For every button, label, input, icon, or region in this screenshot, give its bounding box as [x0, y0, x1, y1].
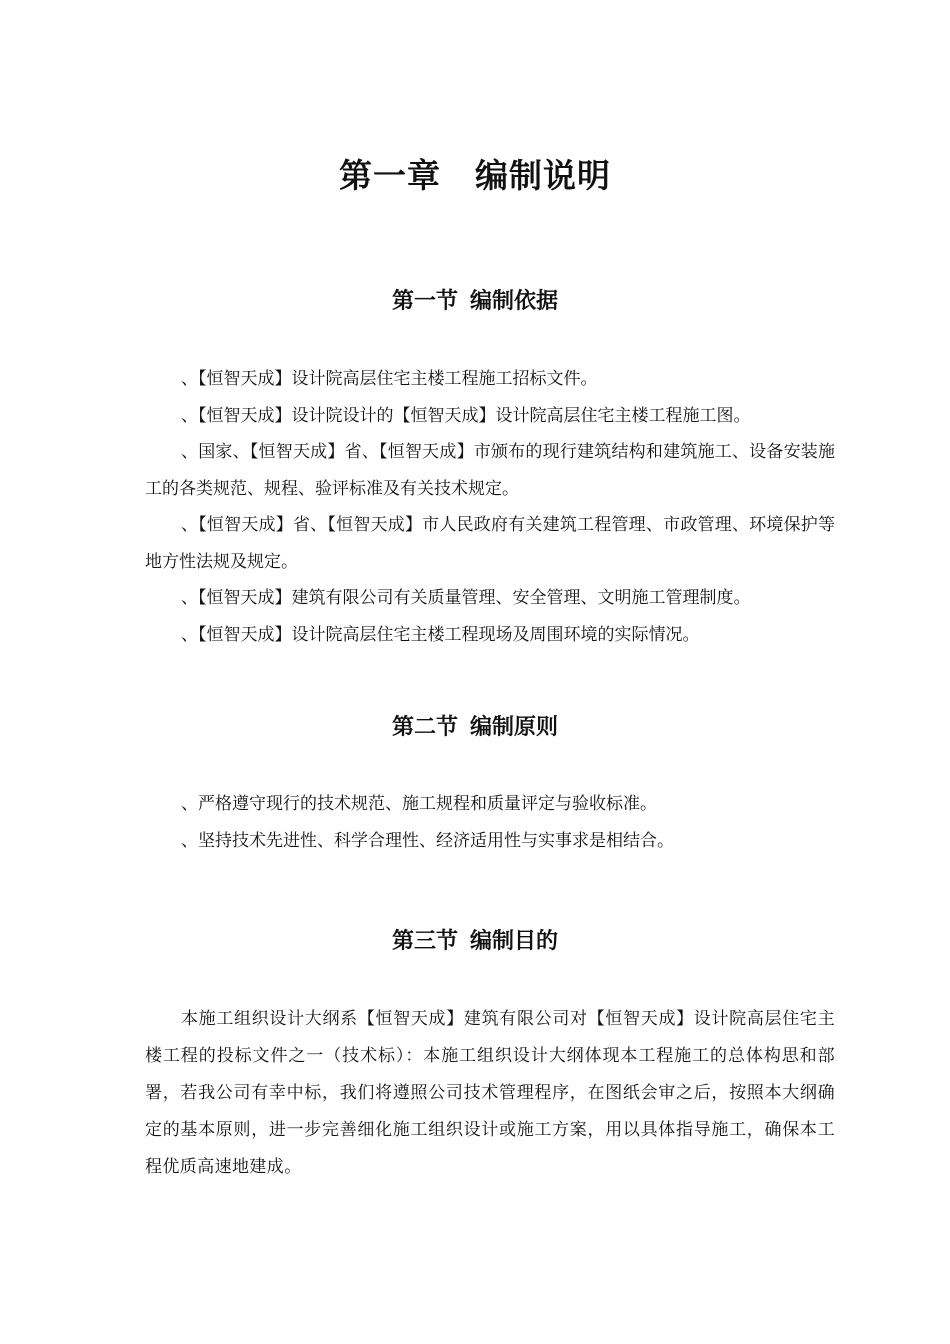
section-principles-list	[145, 786, 835, 859]
list-item: 、严格遵守现行的技术规范、施工规程和质量评定与验收标准。	[181, 794, 657, 814]
chapter-title	[0, 152, 950, 200]
section-purpose-body	[145, 1001, 835, 1186]
list-item: 、坚持技术先进性、科学合理性、经济适用性与实事求是相结合。	[181, 830, 674, 851]
section-name: 编制目的	[470, 929, 559, 954]
list-item: 、【恒智天成】设计院设计的【恒智天成】设计院高层住宅主楼工程施工图。	[181, 405, 751, 426]
chapter-name: 编制说明	[475, 156, 611, 195]
list-item: 、【恒智天成】省、【恒智天成】市人民政府有关建筑工程管理、市政管理、环境保护等地方性法规及规定。	[145, 515, 835, 572]
section-number: 第二节	[391, 715, 458, 740]
section-title-purpose	[0, 926, 950, 958]
section-title-principles	[0, 712, 950, 744]
section-basis-list	[145, 361, 835, 653]
section-number: 第三节	[391, 929, 458, 954]
section-name: 编制依据	[470, 289, 559, 314]
chapter-number: 第一章	[339, 156, 441, 195]
body-paragraph: 本施工组织设计大纲系【恒智天成】建筑有限公司对【恒智天成】设计院高层住宅主楼工程的投标文件之一（技术标）：本施工组织设计大纲体现本工程施工的总体构思和部署，若我公司有幸中标，我们将遵照公司技术管理程序，在图纸会审之后，按照本大纲确定的基本原则，进一步完善细化施工组织设计或施工方案，用以具体指导施工，确保本工程优质高速地建成。	[145, 1009, 835, 1177]
list-item: 、【恒智天成】设计院高层住宅主楼工程施工招标文件。	[181, 369, 598, 389]
list-item: 、国家、【恒智天成】省、【恒智天成】市颁布的现行建筑结构和建筑施工、设备安装施工的各类规范、规程、验评标准及有关技术规定。	[145, 442, 835, 499]
section-number: 第一节	[391, 289, 458, 314]
section-title-basis	[0, 286, 950, 318]
section-name: 编制原则	[470, 715, 559, 740]
list-item: 、【恒智天成】设计院高层住宅主楼工程现场及周围环境的实际情况。	[181, 624, 700, 645]
list-item: 、【恒智天成】建筑有限公司有关质量管理、安全管理、文明施工管理制度。	[181, 588, 751, 608]
